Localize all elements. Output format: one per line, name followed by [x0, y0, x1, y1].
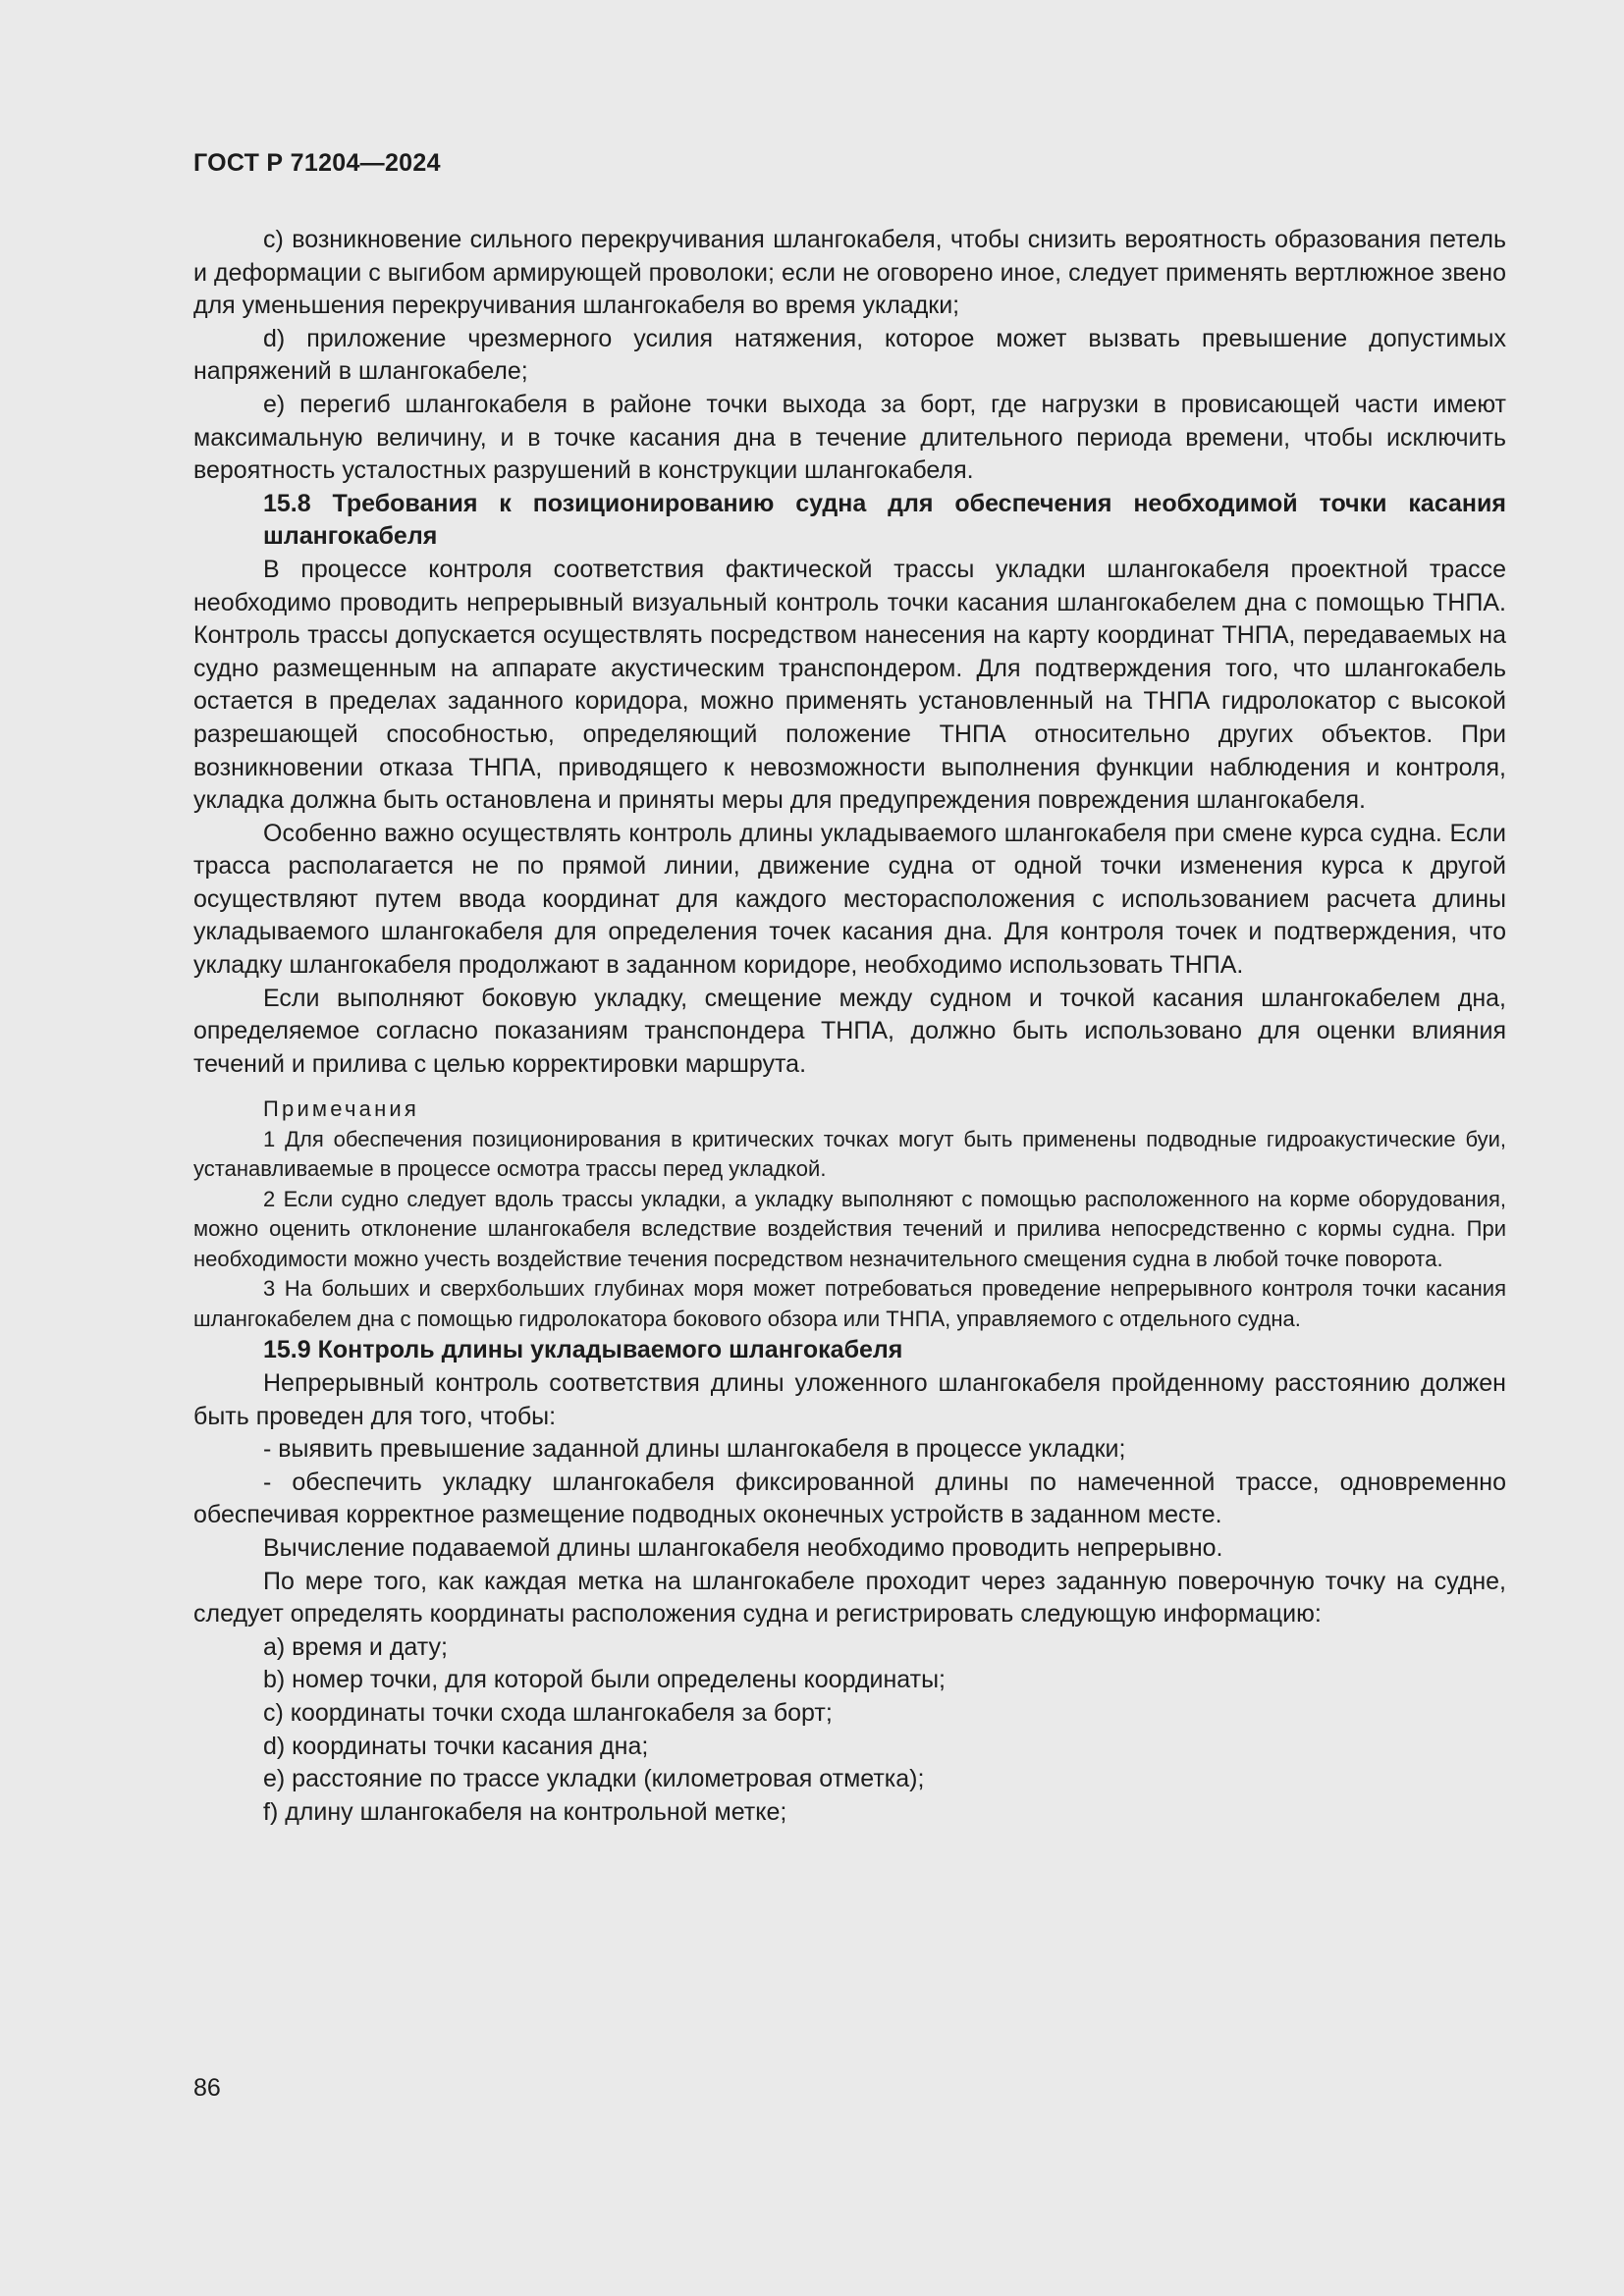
paragraph: Если выполняют боковую укладку, смещение между судном и точкой касания шлангокабелем дна, определяемое согласно показаниям транспондера ТНПА, должно быть использовано для оценки влияния течений и прилива с целью корректировки маршрута. — [193, 984, 1506, 1078]
paragraph: Вычисление подаваемой длины шлангокабеля необходимо проводить непрерывно. — [263, 1534, 1223, 1562]
list-item-e: e) перегиб шлангокабеля в районе точки выхода за борт, где нагрузки в провисающей части имеют максимальную величину, и в точке касания дна в течение длительного периода времени, чтобы исключить вероятность усталостных разрушений в конструкции шлангокабеля. — [193, 390, 1506, 485]
notes-title: Примечания — [263, 1096, 420, 1122]
paragraph: Непрерывный контроль соответствия длины уложенного шлангокабеля пройденному расстоянию должен быть проведен для того, чтобы: — [193, 1369, 1506, 1430]
paragraph: По мере того, как каждая метка на шлангокабеле проходит через заданную поверочную точку на судне, следует определять координаты расположения судна и регистрировать следующую информацию: — [193, 1567, 1506, 1629]
note-3: 3 На больших и сверхбольших глубинах моря может потребоваться проведение непрерывного контроля точки касания шлангокабелем дна с помощью гидролокатора бокового обзора или ТНПА, управляемого с отдельного судна. — [193, 1276, 1506, 1331]
paragraph: В процессе контроля соответствия фактической трассы укладки шлангокабеля проектной трассе необходимо проводить непрерывный визуальный контроль точки касания шлангокабелем дна с помощью ТНПА. Контроль трассы допускается осуществлять посредством нанесения на карту координат ТНПА, передаваемых на судно размещенным на аппарате акустическим транспондером. Для подтверждения того, что шлангокабель остается в пределах заданного коридора, можно применять установленный на ТНПА гидролокатор с высокой разрешающей способностью, определяющий положение ТНПА относительно других объектов. При возникновении отказа ТНПА, приводящего к невозможности выполнения функции наблюдения и контроля, укладка должна быть остановлена и приняты меры для предупреждения повреждения шлангокабеля. — [193, 555, 1506, 815]
page-body — [193, 224, 1506, 1829]
list-item-d: d) приложение чрезмерного усилия натяжения, которое может вызвать превышение допустимых напряжений в шлангокабеле; — [193, 324, 1506, 386]
list-item-e: e) расстояние по трассе укладки (километровая отметка); — [263, 1765, 925, 1793]
list-item-c: c) координаты точки схода шлангокабеля за борт; — [263, 1698, 833, 1727]
page-header-standard-number: ГОСТ Р 71204—2024 — [193, 149, 441, 177]
notes-block — [193, 1095, 1506, 1334]
section-heading-15-8: 15.8 Требования к позиционированию судна для обеспечения необходимой точки касания шлангокабеля — [263, 489, 1506, 551]
section-heading-15-9: 15.9 Контроль длины укладываемого шлангокабеля — [263, 1336, 903, 1364]
dash-list-item: - обеспечить укладку шлангокабеля фиксированной длины по намеченной трассе, одновременно обеспечивая корректное размещение подводных оконечных устройств в заданном месте. — [193, 1468, 1506, 1529]
note-2: 2 Если судно следует вдоль трассы укладки, а укладку выполняют с помощью расположенного на корме оборудования, можно оценить отклонение шлангокабеля вследствие воздействия течений и прилива непосредственно с кормы судна. При необходимости можно учесть воздействие течения посредством незначительного смещения судна в любой точке поворота. — [193, 1186, 1506, 1271]
list-item-b: b) номер точки, для которой были определены координаты; — [263, 1666, 946, 1694]
note-1: 1 Для обеспечения позиционирования в критических точках могут быть применены подводные гидроакустические буи, устанавливаемые в процессе осмотра трассы перед укладкой. — [193, 1126, 1506, 1182]
page-number: 86 — [193, 2074, 221, 2102]
list-item-f: f) длину шлангокабеля на контрольной метке; — [263, 1797, 787, 1826]
paragraph: Особенно важно осуществлять контроль длины укладываемого шлангокабеля при смене курса судна. Если трасса располагается не по прямой линии, движение судна от одной точки изменения курса к другой осуществляют путем ввода координат для каждого месторасположения с использованием расчета длины укладываемого шлангокабеля для определения точек касания дна. Для контроля точек и подтверждения, что укладку шлангокабеля продолжают в заданном коридоре, необходимо использовать ТНПА. — [193, 819, 1506, 980]
dash-list-item: - выявить превышение заданной длины шлангокабеля в процессе укладки; — [263, 1435, 1126, 1464]
list-item-a: a) время и дату; — [263, 1632, 448, 1661]
list-item-d: d) координаты точки касания дна; — [263, 1732, 649, 1760]
list-item-c: c) возникновение сильного перекручивания шлангокабеля, чтобы снизить вероятность образования петель и деформации с выгибом армирующей проволоки; если не оговорено иное, следует применять вертлюжное звено для уменьшения перекручивания шлангокабеля во время укладки; — [193, 226, 1506, 320]
